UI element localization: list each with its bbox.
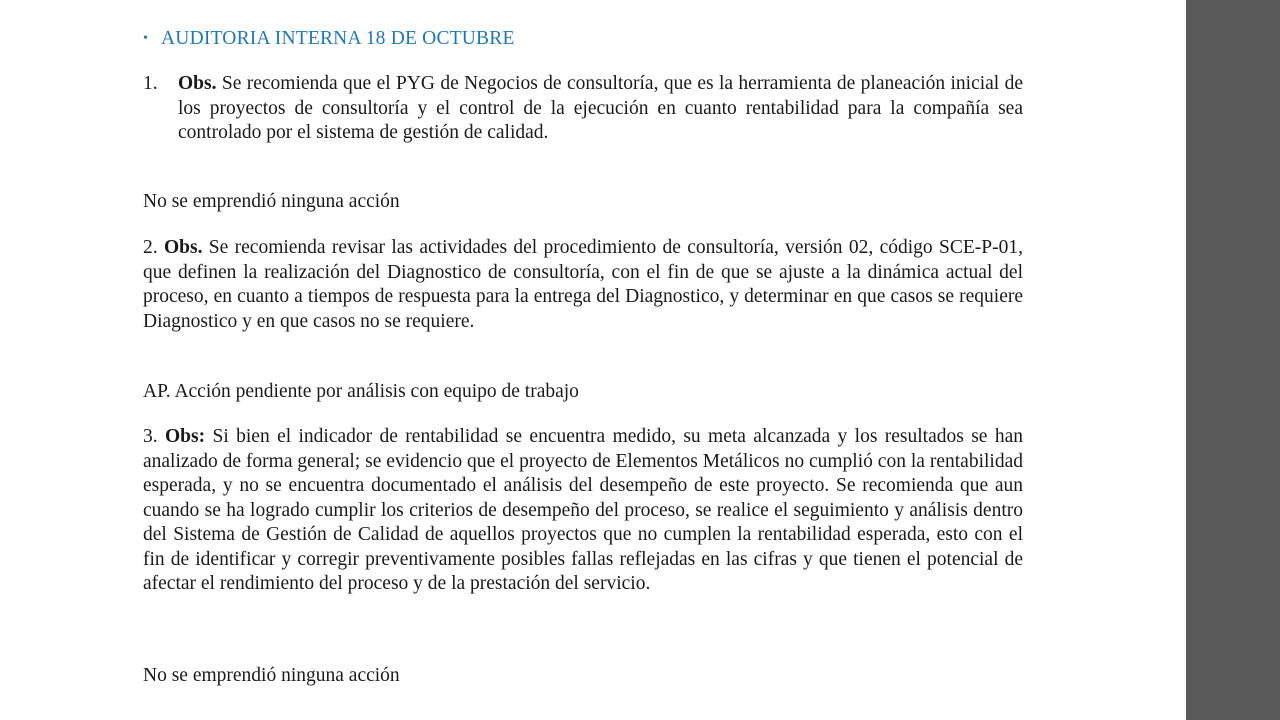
observation-3-label: Obs: xyxy=(165,426,206,447)
observation-3-number: 3. xyxy=(143,426,165,447)
observation-2-number: 2. xyxy=(143,237,164,258)
observation-3 xyxy=(143,425,1023,597)
observation-2-label: Obs. xyxy=(163,237,203,258)
observation-1 xyxy=(143,72,1023,146)
observation-2-text: Se recomienda revisar las actividades del procedimiento de consultoría, versión 02, código SCE-P-01, que definen la realización del Diagnostico de consultoría, con el fin de que se ajuste a la dinámica actual del proceso, en cuanto a tiempos de respuesta para la entrega del Diagnostico, y determinar en que casos se requiere Diagnostico y en que casos no se requiere. xyxy=(143,237,1023,332)
observation-2 xyxy=(143,236,1023,334)
observation-1-label: Obs. xyxy=(178,73,217,94)
side-panel xyxy=(1186,0,1280,720)
response-1: No se emprendió ninguna acción xyxy=(143,191,400,212)
observation-1-body xyxy=(178,72,1023,146)
observation-3-text: Si bien el indicador de rentabilidad se encuentra medido, su meta alcanzada y los resultados se han analizado de forma general; se evidencio que el proyecto de Elementos Metálicos no cumplió con la rentabilidad esperada, y no se encuentra documentado el análisis del desempeño de este proyecto. Se recomienda que aun cuando se ha logrado cumplir los criterios de desempeño del proceso, se realice el seguimiento y análisis dentro del Sistema de Gestión de Calidad de aquellos proyectos que no cumplen la rentabilidad esperada, esto con el fin de identificar y corregir preventivamente posibles fallas reflejadas en las cifras y que tienen el potencial de afectar el rendimiento del proceso y de la prestación del servicio. xyxy=(143,426,1023,594)
observation-1-text: Se recomienda que el PYG de Negocios de consultoría, que es la herramienta de planeación inicial de los proyectos de consultoría y el control de la ejecución en cuanto rentabilidad para la compañía sea controlado por el sistema de gestión de calidad. xyxy=(178,73,1023,143)
heading-bullet: • xyxy=(143,31,148,46)
heading-text: AUDITORIA INTERNA 18 DE OCTUBRE xyxy=(161,28,515,49)
response-3: No se emprendió ninguna acción xyxy=(143,665,400,686)
response-2: AP. Acción pendiente por análisis con equipo de trabajo xyxy=(143,381,579,402)
observation-1-number: 1. xyxy=(143,73,158,94)
